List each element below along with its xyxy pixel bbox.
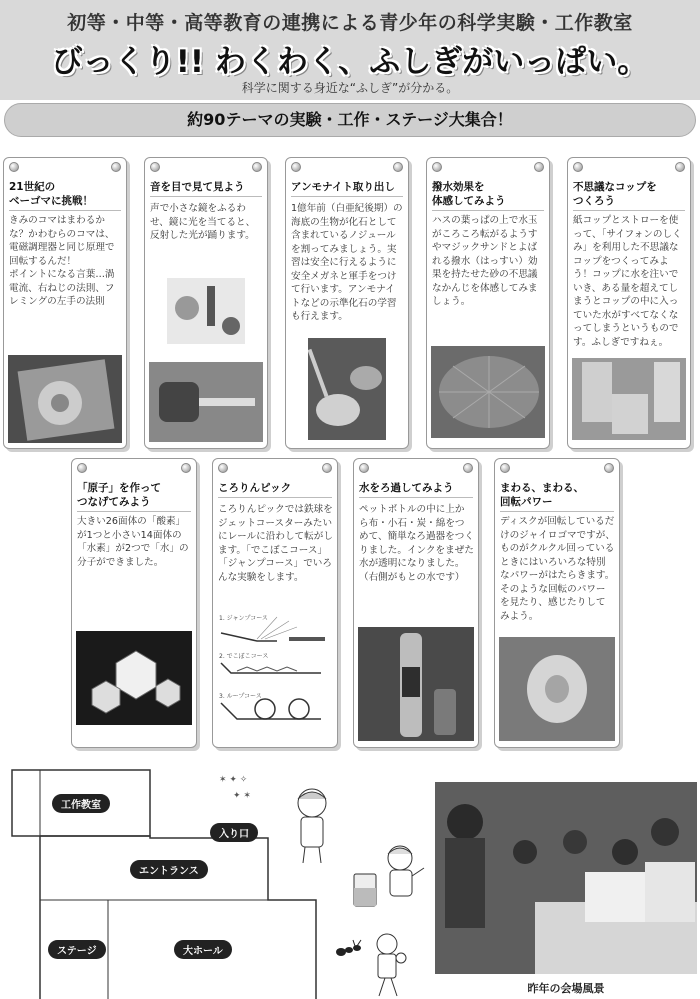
room-label-stage: ステージ xyxy=(48,940,106,959)
diagram-label-jump: 1. ジャンプコース xyxy=(219,615,268,622)
card-body: 紙コップとストローを使って、「サイフォンのしくみ」を利用した不思議なコップをつくってみよう！コップに水を注いでいき、ある量を超えてしまうとコップの中に入っていた水がすべてなくなってしまうというものです。ふしぎですねぇ。 xyxy=(573,215,682,348)
pin-icon xyxy=(150,162,160,172)
pin-icon xyxy=(675,162,685,172)
pin-icon xyxy=(111,162,121,172)
ammonite-photo xyxy=(308,338,386,440)
pin-icon xyxy=(291,162,301,172)
pin-icon xyxy=(218,463,228,473)
card-body: 大きい26面体の「酸素」が1つと小さい14面体の「水素」が2つで「水」の分子ができました。 xyxy=(77,516,189,568)
room-label-workshop: 工作教室 xyxy=(52,794,110,813)
pin-icon xyxy=(432,162,442,172)
card-cup xyxy=(567,157,691,449)
card-title: アンモナイト取り出し xyxy=(291,180,403,197)
pin-icon xyxy=(359,463,369,473)
room-label-entrance-hall: エントランス xyxy=(130,860,208,879)
pin-icon xyxy=(500,463,510,473)
pin-icon xyxy=(573,162,583,172)
card-spin xyxy=(494,458,620,748)
card-body: 1億年前（白亜紀後期）の海底の生物が化石として含まれているノジュールを割ってみましょう。実習は安全に行えるように安全メガネと軍手をつけて行います。アンモナイトなどの示準化石の学習も行えます。 xyxy=(291,203,403,322)
room-label-main-hall: 大ホール xyxy=(174,940,232,959)
card-title: 「原子」を作って つなげてみよう xyxy=(77,481,191,512)
pin-icon xyxy=(252,162,262,172)
card-sound xyxy=(144,157,268,449)
card-title: 音を目で見て見よう xyxy=(150,180,262,197)
card-body: ディスクが回転しているだけのジャイロゴマですが、ものがクルクル回っているときにはいろいろな特別なパワーがはたらきます。そのような回転のパワーを見たり、感じたりしてみよう。 xyxy=(500,516,615,622)
card-body: ころりんピックでは鉄球をジェットコースターみたいにレールに沿わして転がします。「でこぼこコース」「ジャンプコース」でいろんな実験をします。 xyxy=(218,504,333,583)
diagram-label-loop: 3. ループコース xyxy=(219,693,262,700)
cup-photo xyxy=(572,358,686,440)
card-title: 21世紀の ベーゴマに挑戦！ xyxy=(9,180,121,211)
lotus-leaf-photo xyxy=(431,346,545,438)
pin-icon xyxy=(463,463,473,473)
sound-photo-1 xyxy=(167,278,245,344)
child-magnifier-illustration xyxy=(367,930,407,999)
card-title: 水をろ過してみよう xyxy=(359,481,473,498)
themes-banner xyxy=(4,103,696,137)
card-title: ころりんピック xyxy=(218,481,332,498)
pin-icon xyxy=(604,463,614,473)
card-title: 不思議なコップを つくろう xyxy=(573,180,685,211)
svg-text:✶ ✦ ✧: ✶ ✦ ✧ xyxy=(219,775,248,785)
pin-icon xyxy=(534,162,544,172)
sound-photo-2 xyxy=(149,362,263,442)
pin-icon xyxy=(9,162,19,172)
card-filter xyxy=(353,458,479,748)
card-body: ペットボトルの中に上から布・小石・炭・綿をつめて、簡単なろ過器をつくりました。インクをまぜた水が透明になりました。（右側がもとの水です） xyxy=(359,504,474,583)
pin-icon xyxy=(393,162,403,172)
room-label-entrance-door: 入り口 xyxy=(210,823,258,842)
ant-illustration xyxy=(333,938,363,962)
venue-caption: 昨年の会場風景 xyxy=(527,982,605,995)
card-body: きみのコマはまわるかな？かわむらのコマは、電磁調理器と同じ原理で回転するんだ！ ポイントになる言葉…渦電流、右ねじの法則、フレミングの左手の法則 xyxy=(9,215,115,307)
card-body: ハスの葉っぱの上で水玉がころころ転がるようすやマジックサンドとよばれる撥水（はっすい）効果を持たせた砂の不思議なかんじを体感してみましょう。 xyxy=(432,215,538,307)
tagline: 科学に関する身近な“ふしぎ”が分かる。 xyxy=(241,81,459,95)
gyro-photo xyxy=(499,637,615,741)
filter-bottle-photo xyxy=(358,627,474,741)
pin-icon xyxy=(77,463,87,473)
card-body: 声で小さな鏡をふるわせ、鏡に光を当てると、反射した光が踊ります。 xyxy=(150,203,256,241)
atom-model-photo xyxy=(76,631,192,725)
pin-icon xyxy=(181,463,191,473)
svg-text:✦ ✶: ✦ ✶ xyxy=(233,791,251,801)
beigoma-photo xyxy=(8,355,122,443)
course-diagram xyxy=(217,611,333,737)
main-title: びっくり!! わくわく、ふしぎがいっぱい。 xyxy=(51,44,649,80)
card-beigoma xyxy=(3,157,127,449)
pin-icon xyxy=(322,463,332,473)
header-subtitle: 初等・中等・高等教育の連携による青少年の科学実験・工作教室 xyxy=(67,12,633,34)
banner-text: 約90テーマの実験・工作・ステージ大集合！ xyxy=(187,110,513,129)
girl-scientist-illustration xyxy=(287,785,337,865)
header xyxy=(0,0,700,100)
card-water-repellent xyxy=(426,157,550,449)
beaker-illustration xyxy=(350,868,380,908)
card-atom xyxy=(71,458,197,748)
card-kororin xyxy=(212,458,338,748)
card-ammonite xyxy=(285,157,409,449)
card-title: 撥水効果を 体感してみよう xyxy=(432,180,544,211)
diagram-label-bumpy: 2. でこぼこコース xyxy=(219,653,269,660)
stars-illustration xyxy=(215,768,285,808)
venue-photo xyxy=(435,782,697,974)
boy-scientist-illustration xyxy=(378,842,428,912)
card-title: まわる、まわる、 回転パワー xyxy=(500,481,614,512)
